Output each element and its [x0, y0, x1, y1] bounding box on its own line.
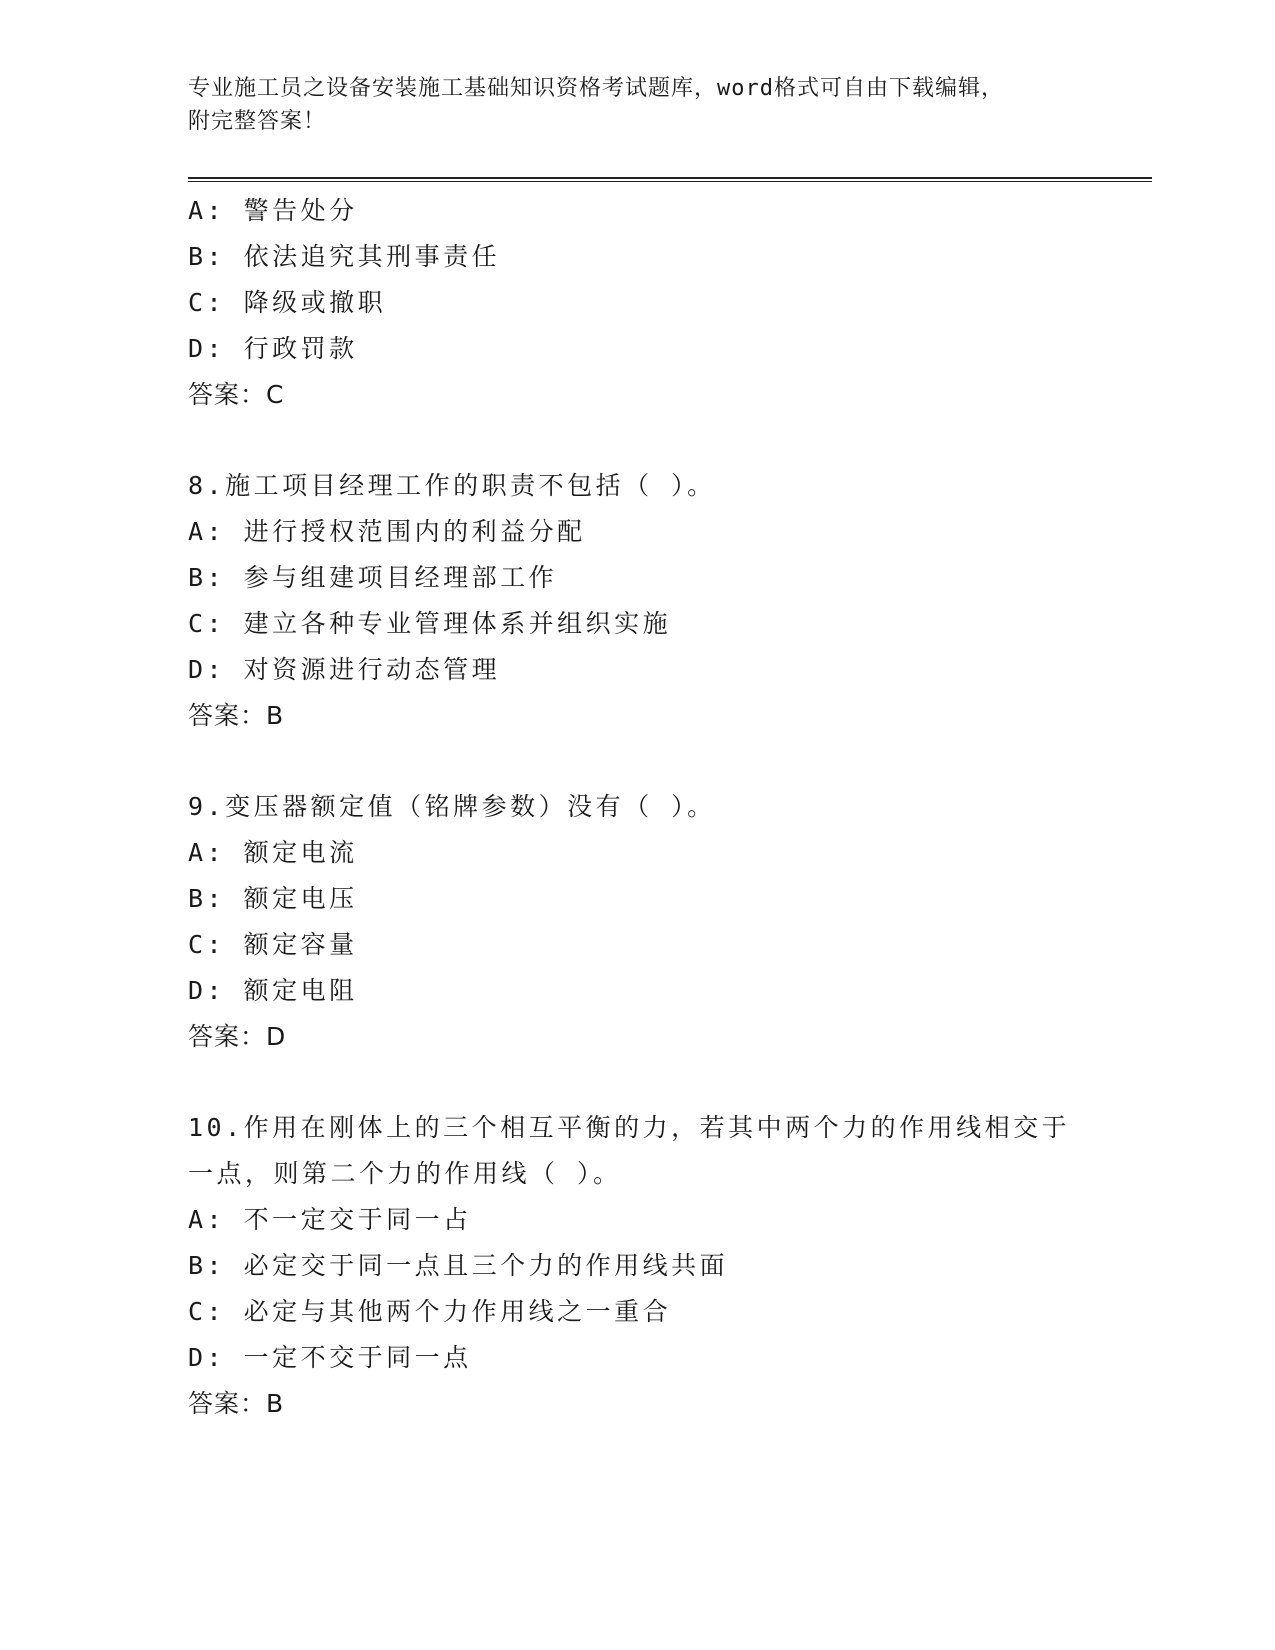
option-d: D: 行政罚款 [188, 334, 358, 363]
question-text: 9.变压器额定值（铭牌参数）没有（ ）。 [188, 792, 716, 821]
answer: 答案：C [188, 380, 285, 409]
question-text: 8.施工项目经理工作的职责不包括（ ）。 [188, 471, 716, 500]
spacer [188, 739, 1088, 784]
option-a: A: 不一定交于同一占 [188, 1205, 472, 1234]
option-a: A: 警告处分 [188, 196, 358, 225]
option-d: D: 对资源进行动态管理 [188, 655, 501, 684]
option-a: A: 进行授权范围内的利益分配 [188, 517, 586, 546]
spacer [188, 418, 1088, 463]
option-d: D: 一定不交于同一点 [188, 1343, 472, 1372]
option-c: C: 额定容量 [188, 930, 358, 959]
answer: 答案：B [188, 1389, 285, 1418]
option-c: C: 降级或撤职 [188, 288, 387, 317]
option-a: A: 额定电流 [188, 838, 358, 867]
spacer [188, 1060, 1088, 1105]
option-b: B: 参与组建项目经理部工作 [188, 563, 558, 592]
option-c: C: 建立各种专业管理体系并组织实施 [188, 609, 672, 638]
option-d: D: 额定电阻 [188, 976, 358, 1005]
question-8 [188, 463, 1088, 739]
answer: 答案：B [188, 701, 285, 730]
question-list [188, 188, 1088, 1427]
answer: 答案：D [188, 1022, 287, 1051]
header-line-1: 专业施工员之设备安装施工基础知识资格考试题库，word格式可自由下载编辑， [188, 76, 1004, 101]
question-9 [188, 784, 1088, 1060]
option-b: B: 依法追究其刑事责任 [188, 242, 501, 271]
question-text-line-1: 10.作用在刚体上的三个相互平衡的力，若其中两个力的作用线相交于 [188, 1113, 1071, 1142]
header-divider [188, 177, 1152, 182]
question-10 [188, 1105, 1088, 1427]
option-b: B: 必定交于同一点且三个力的作用线共面 [188, 1251, 729, 1280]
header-line-2: 附完整答案！ [188, 109, 327, 134]
question-text-line-2: 一点，则第二个力的作用线（ ）。 [188, 1159, 622, 1188]
option-b: B: 额定电压 [188, 884, 358, 913]
document-header [188, 72, 1068, 138]
question-7 [188, 188, 1088, 418]
option-c: C: 必定与其他两个力作用线之一重合 [188, 1297, 672, 1326]
